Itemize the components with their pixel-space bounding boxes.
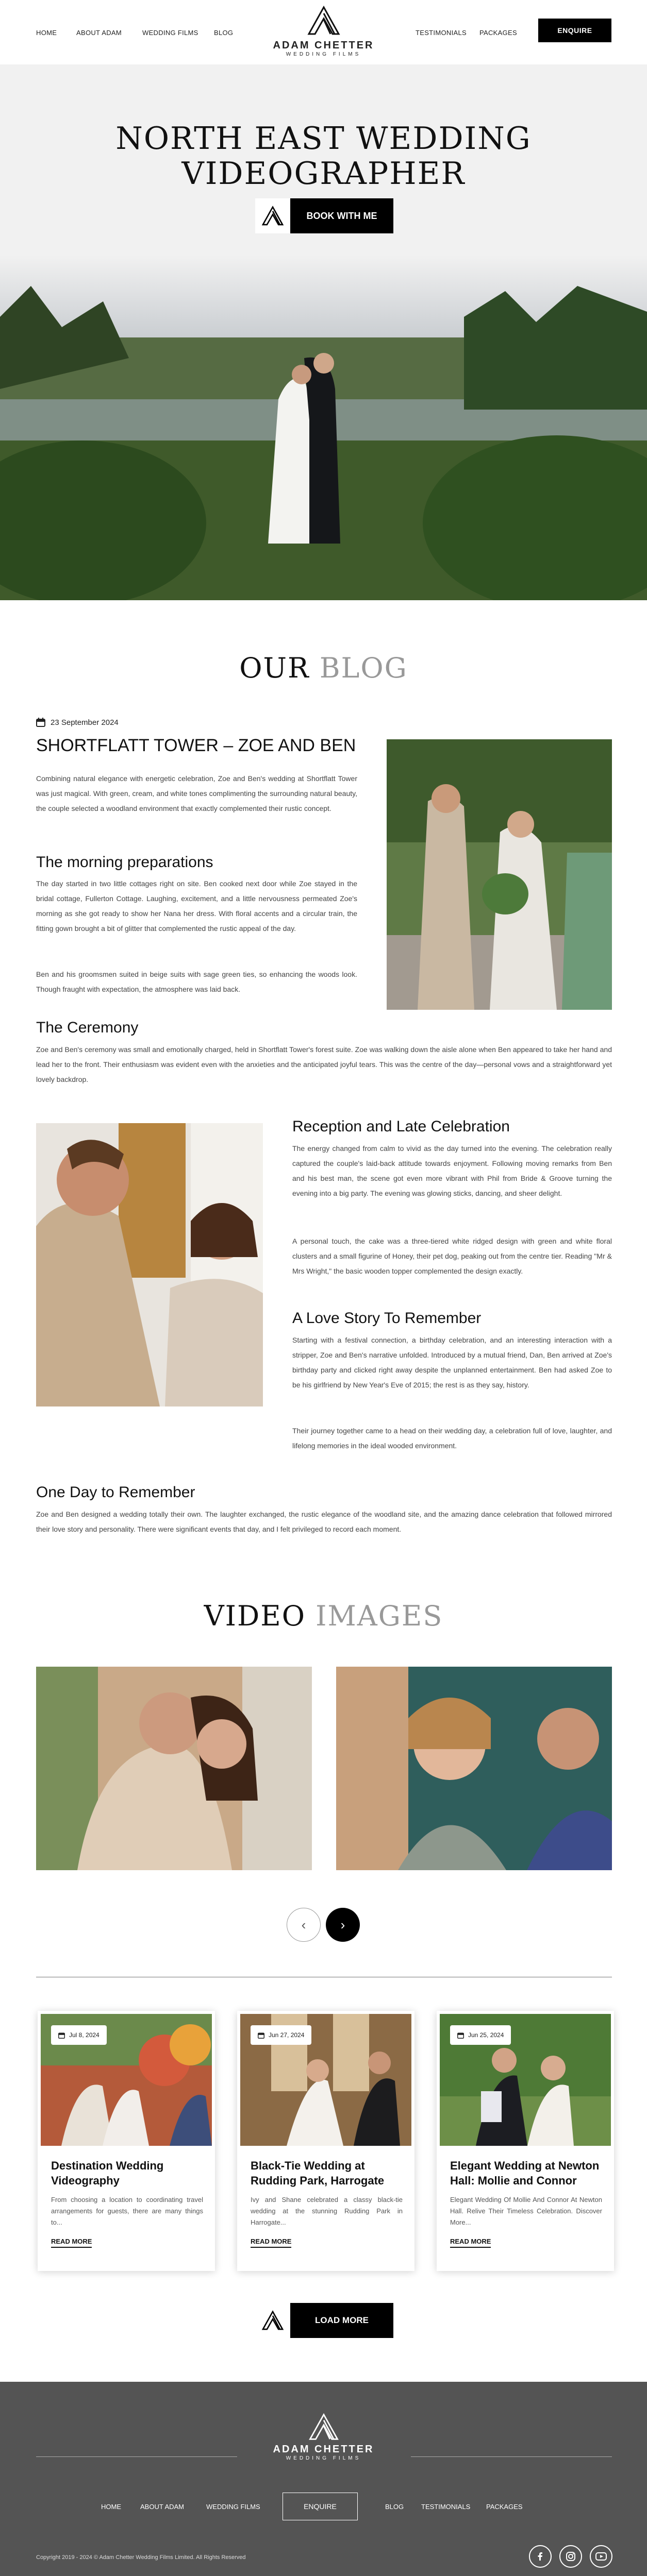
logo-sub: WEDDING FILMS bbox=[286, 52, 361, 57]
video-slide-emotional[interactable] bbox=[336, 1667, 612, 1870]
nav-wedding-films[interactable]: WEDDING FILMS bbox=[142, 29, 198, 37]
blog-card[interactable] bbox=[437, 2011, 614, 2271]
footer-link-home[interactable]: HOME bbox=[101, 2503, 121, 2511]
video-images-heading bbox=[0, 1600, 647, 1632]
footer-link-packages[interactable]: PACKAGES bbox=[486, 2503, 523, 2511]
read-more-link[interactable]: READ MORE bbox=[51, 2238, 92, 2248]
site-logo[interactable] bbox=[268, 5, 379, 59]
copyright-text: Copyright 2019 - 2024 © Adam Chetter Wedding Films Limited. All Rights Reserved bbox=[36, 2554, 246, 2561]
footer-logo-sub: WEDDING FILMS bbox=[286, 2455, 361, 2461]
blog-card-date bbox=[450, 2025, 511, 2045]
hero-title-line2: VIDEOGRAPHER bbox=[181, 156, 466, 192]
logo-mark-icon bbox=[306, 5, 342, 36]
blog-card-title[interactable]: Black-Tie Wedding at Rudding Park, Harrogate bbox=[251, 2159, 385, 2187]
blog-card[interactable] bbox=[237, 2011, 414, 2271]
blog-card-date bbox=[251, 2025, 311, 2045]
groom-bride-photo bbox=[387, 739, 612, 1010]
hero-section bbox=[0, 64, 647, 255]
blog-card-excerpt: Ivy and Shane celebrated a classy black-tie wedding at the stunning Rudding Park in Harrogate... bbox=[251, 2196, 403, 2226]
logo-mark-icon bbox=[255, 2303, 290, 2338]
read-more-link[interactable]: READ MORE bbox=[251, 2238, 291, 2248]
youtube-icon[interactable] bbox=[590, 2545, 612, 2568]
read-more-link[interactable]: READ MORE bbox=[450, 2238, 491, 2248]
one-day-paragraph: Zoe and Ben designed a wedding totally their own. The laughter exchanged, the rustic elegance of the woodland site, and the amazing dance celebration that followed mirrored their love story and personality. There were significant events that day, and I felt privileged to record each moment. bbox=[36, 1510, 612, 1533]
nav-blog[interactable]: BLOG bbox=[214, 29, 234, 37]
calendar-icon bbox=[258, 2032, 264, 2039]
footer-logo-name: ADAM CHETTER bbox=[273, 2444, 374, 2455]
one-day-title: One Day to Remember bbox=[36, 1484, 195, 1501]
post-date-text: 23 September 2024 bbox=[51, 718, 119, 727]
nav-about[interactable]: ABOUT ADAM bbox=[76, 29, 122, 37]
blog-card-excerpt: From choosing a location to coordinating travel arrangements for guests, there are many things to... bbox=[51, 2196, 203, 2226]
post-intro: Combining natural elegance with energetic celebration, Zoe and Ben's wedding at Shortflatt Tower was just magical. With green, cream, and white tones complimenting the surrounding natural beauty, the couple selected a woodland environment that exactly complemented their rustic concept. bbox=[36, 774, 357, 812]
prep-paragraph-1: The day started in two little cottages right on site. Ben cooked next door while Zoe stayed in the bridal cottage, Fullerton Cottage. Laughing, excitement, and a little nervousness permeated Zoe's morning as she got ready to show her Nana her dress. With floral accents and a circular train, the fitting gown brought a bit of glitter that complemented the rustic appeal of the day. bbox=[36, 879, 357, 933]
blog-card-date-text: Jul 8, 2024 bbox=[69, 2031, 99, 2039]
blog-heading-a: OUR bbox=[239, 652, 310, 684]
hero-couple-photo bbox=[0, 255, 647, 600]
reception-paragraph-1: The energy changed from calm to vivid as the day turned into the evening. The celebration really captured the couple's laid-back attitude towards enjoyment. Following moving remarks from Ben and his best man, the scene got even more vibrant with Phil from Bride & Groove turning the evening into a big party. The evening was glowing sticks, dancing, and sheer delight. bbox=[292, 1144, 612, 1197]
load-more-label: LOAD MORE bbox=[315, 2315, 369, 2325]
love-story-paragraph-2: Their journey together came to a head on their wedding day, a celebration full of love, laughter, and lifelong memories in the ideal wooded environment. bbox=[292, 1427, 612, 1450]
chevron-left-icon: ‹ bbox=[301, 1917, 306, 1933]
love-story-title: A Love Story To Remember bbox=[292, 1310, 482, 1327]
reception-paragraph-2: A personal touch, the cake was a three-tiered white ridged design with green and white floral clusters and a small figurine of Honey, their pet dog, peaking out from the centre tier. Reading "Mr & Mrs Wright," the basic wooden topper complemented the design exactly. bbox=[292, 1237, 612, 1275]
instagram-icon[interactable] bbox=[559, 2545, 582, 2568]
calendar-icon bbox=[58, 2032, 65, 2039]
footer-logo[interactable] bbox=[263, 2413, 384, 2461]
ceremony-title: The Ceremony bbox=[36, 1019, 139, 1036]
carousel-next-button[interactable] bbox=[326, 1908, 360, 1942]
footer-link-testimonials[interactable]: TESTIMONIALS bbox=[421, 2503, 471, 2511]
calendar-icon bbox=[36, 718, 45, 727]
video-heading-a: VIDEO bbox=[204, 1600, 306, 1632]
facebook-icon[interactable] bbox=[529, 2545, 552, 2568]
blog-card-date-text: Jun 25, 2024 bbox=[468, 2031, 504, 2039]
load-more-button[interactable] bbox=[255, 2303, 393, 2338]
footer-link-about[interactable]: ABOUT ADAM bbox=[140, 2503, 185, 2511]
nav-testimonials[interactable]: TESTIMONIALS bbox=[416, 29, 467, 37]
footer-divider-left bbox=[36, 2456, 237, 2457]
nav-packages[interactable]: PACKAGES bbox=[479, 29, 517, 37]
video-slide-hug[interactable] bbox=[36, 1667, 312, 1870]
calendar-icon bbox=[457, 2032, 464, 2039]
blog-card-title[interactable]: Elegant Wedding at Newton Hall: Mollie and Connor bbox=[450, 2159, 600, 2187]
hero-title bbox=[0, 121, 647, 191]
love-story-paragraph-1: Starting with a festival connection, a birthday celebration, and an interesting interaction with a stripper, Zoe and Ben's narrative unfolded. Introduced by a mutual friend, Dan, Ben arrived at Zoe's birthday party and clicked right away despite the unplanned entertainment. Ben had asked Zoe to be his girlfriend by New Year's Eve of 2015; the rest is as they say, history. bbox=[292, 1336, 612, 1389]
blog-heading bbox=[0, 652, 647, 684]
video-heading-b: IMAGES bbox=[316, 1600, 443, 1632]
post-title: SHORTFLATT TOWER – ZOE AND BEN bbox=[36, 736, 356, 755]
reception-title: Reception and Late Celebration bbox=[292, 1118, 510, 1135]
couple-closeup-photo bbox=[36, 1123, 263, 1406]
post-date bbox=[36, 718, 119, 727]
blog-heading-b: BLOG bbox=[319, 652, 408, 684]
footer-link-wedding-films[interactable]: WEDDING FILMS bbox=[206, 2503, 260, 2511]
footer-enquire-button[interactable]: ENQUIRE bbox=[283, 2493, 358, 2520]
site-header bbox=[0, 0, 647, 64]
carousel-prev-button[interactable] bbox=[287, 1908, 321, 1942]
nav-home[interactable]: HOME bbox=[36, 29, 57, 37]
blog-card-date bbox=[51, 2025, 107, 2045]
logo-mark-icon bbox=[306, 2413, 342, 2441]
footer-link-blog[interactable]: BLOG bbox=[385, 2503, 404, 2511]
blog-card-date-text: Jun 27, 2024 bbox=[269, 2031, 305, 2039]
logo-name: ADAM CHETTER bbox=[273, 40, 374, 51]
logo-mark-icon bbox=[255, 198, 290, 233]
hero-title-line1: NORTH EAST WEDDING bbox=[115, 121, 532, 157]
blog-card-excerpt: Elegant Wedding Of Mollie And Connor At Newton Hall. Relive Their Timeless Celebration. Discover More... bbox=[450, 2196, 602, 2226]
ceremony-paragraph: Zoe and Ben's ceremony was small and emotionally charged, held in Shortflatt Tower's forest suite. Zoe was walking down the aisle alone when Ben appeared to take her hand and lead her to the front. Their enthusiasm was evident even with the anxieties and the anticipated joyful tears. This was the centre of the day—personal vows and a straightforward yet lovely backdrop. bbox=[36, 1045, 612, 1083]
site-footer bbox=[0, 2382, 647, 2576]
book-with-me-button[interactable] bbox=[255, 198, 393, 233]
book-with-me-label: BOOK WITH ME bbox=[306, 210, 377, 221]
prep-paragraph-2: Ben and his groomsmen suited in beige suits with sage green ties, so enhancing the woods look. Though fraught with expectation, the atmosphere was laid back. bbox=[36, 970, 357, 993]
prep-title: The morning preparations bbox=[36, 854, 213, 871]
enquire-button[interactable]: ENQUIRE bbox=[538, 19, 611, 42]
footer-divider-right bbox=[411, 2456, 612, 2457]
chevron-right-icon: › bbox=[340, 1917, 345, 1933]
blog-card-title[interactable]: Destination Wedding Videography bbox=[51, 2159, 164, 2187]
blog-card[interactable] bbox=[38, 2011, 215, 2271]
